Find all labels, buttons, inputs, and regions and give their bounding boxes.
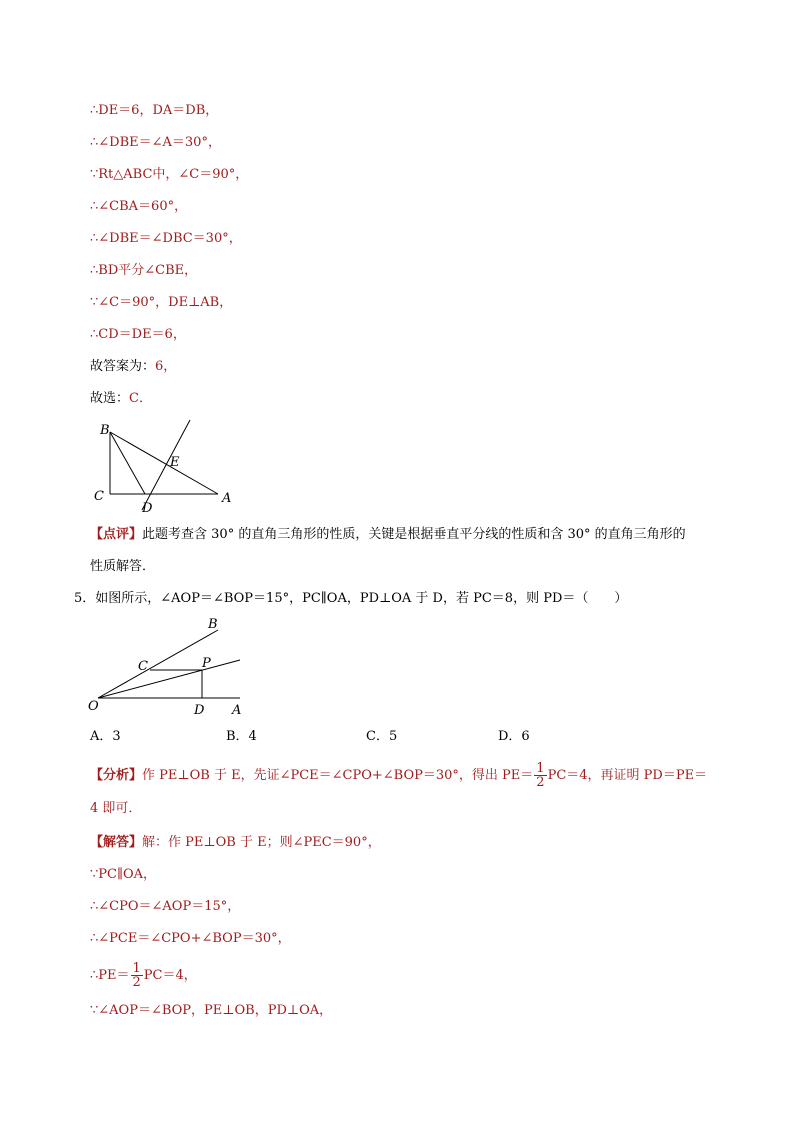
segment-ba: [110, 432, 218, 494]
question-5-stem: [74, 590, 627, 608]
ray-ob: [98, 630, 218, 698]
solution-line-8: ∴CD＝DE＝6，: [90, 327, 186, 342]
solution-step-4: [90, 962, 197, 989]
bisector-line: [142, 420, 190, 510]
analysis-tag: 【分析】: [90, 768, 143, 783]
triangle-figure: [88, 418, 248, 518]
label-c: C: [94, 489, 104, 504]
solution-line-6: ∴BD平分∠CBE，: [90, 263, 198, 278]
choice-line: [90, 390, 152, 408]
comment-line-2: 性质解答．: [90, 559, 156, 574]
question-text: 如图所示，∠AOP＝∠BOP＝15°，PC∥OA，PD⊥OA 于 D，若 PC＝8，则 PD＝（ ）: [95, 591, 628, 606]
solution-line-4: ∴∠CBA＝60°，: [90, 199, 188, 214]
pe-prefix: ∴PE＝: [90, 968, 130, 983]
pe-suffix: PC＝4，: [143, 968, 197, 983]
label-a: A: [232, 703, 242, 718]
pe-fraction: [131, 962, 143, 989]
option-d[interactable]: D．6: [498, 729, 530, 744]
analysis-fraction: [534, 762, 546, 789]
comment-line: [90, 526, 686, 544]
solution-line-5: ∴∠DBE＝∠DBC＝30°，: [90, 231, 242, 246]
solution-line-7: ∵∠C＝90°，DE⊥AB，: [90, 295, 233, 310]
comment-text: 此题考查含 30° 的直角三角形的性质，关键是根据垂直平分线的性质和含 30° 的直角三角形的: [142, 527, 686, 542]
segment-bd: [110, 432, 145, 494]
label-b: B: [208, 617, 218, 632]
answer-line: [90, 358, 176, 376]
ray-op: [98, 660, 240, 698]
label-e: E: [170, 455, 180, 470]
solution-step-5: ∵∠AOP＝∠BOP，PE⊥OB，PD⊥OA，: [90, 1003, 333, 1018]
solution-head: [90, 834, 381, 852]
answer-value: 6，: [155, 359, 177, 374]
label-p: P: [202, 656, 211, 671]
choice-prefix: 故选：: [90, 391, 130, 406]
analysis-line: [90, 762, 707, 789]
solution-line-1: ∴DE＝6，DA＝DB，: [90, 103, 219, 118]
solution-step-3: ∴∠PCE＝∠CPO+∠BOP＝30°，: [90, 931, 291, 946]
solution-line-2: ∴∠DBE＝∠A＝30°，: [90, 135, 221, 150]
options-row: [90, 728, 530, 746]
label-b: B: [100, 423, 110, 438]
pe-fraction-numerator: 1: [132, 961, 141, 976]
solution-line-3: ∵Rt△ABC中，∠C＝90°，: [90, 167, 249, 182]
label-d: D: [142, 501, 153, 516]
choice-value: C．: [129, 391, 152, 406]
pe-fraction-denominator: 2: [132, 975, 141, 990]
option-a[interactable]: A．3: [90, 729, 121, 744]
fraction-denominator: 2: [536, 775, 545, 790]
label-c: C: [138, 659, 148, 674]
label-d: D: [194, 703, 205, 718]
label-a: A: [222, 491, 232, 506]
option-b[interactable]: B．4: [226, 729, 257, 744]
solution-step-2: ∴∠CPO＝∠AOP＝15°，: [90, 899, 241, 914]
angle-figure: [84, 612, 254, 718]
solution-step-1: ∵PC∥OA，: [90, 867, 157, 882]
label-o: O: [88, 699, 99, 714]
analysis-part1: 作 PE⊥OB 于 E，先证∠PCE＝∠CPO+∠BOP＝30°，得出 PE＝: [142, 768, 534, 783]
fraction-numerator: 1: [536, 761, 545, 776]
solution-line-1: 解：作 PE⊥OB 于 E；则∠PEC＝90°，: [142, 835, 381, 850]
analysis-part2: PC＝4，再证明 PD＝PE＝: [547, 768, 708, 783]
comment-tag: 【点评】: [90, 527, 143, 542]
solution-tag: 【解答】: [90, 835, 143, 850]
question-number: 5．: [74, 591, 96, 606]
answer-prefix: 故答案为：: [90, 359, 156, 374]
analysis-line-2: 4 即可．: [90, 801, 142, 816]
option-c[interactable]: C．5: [366, 729, 398, 744]
